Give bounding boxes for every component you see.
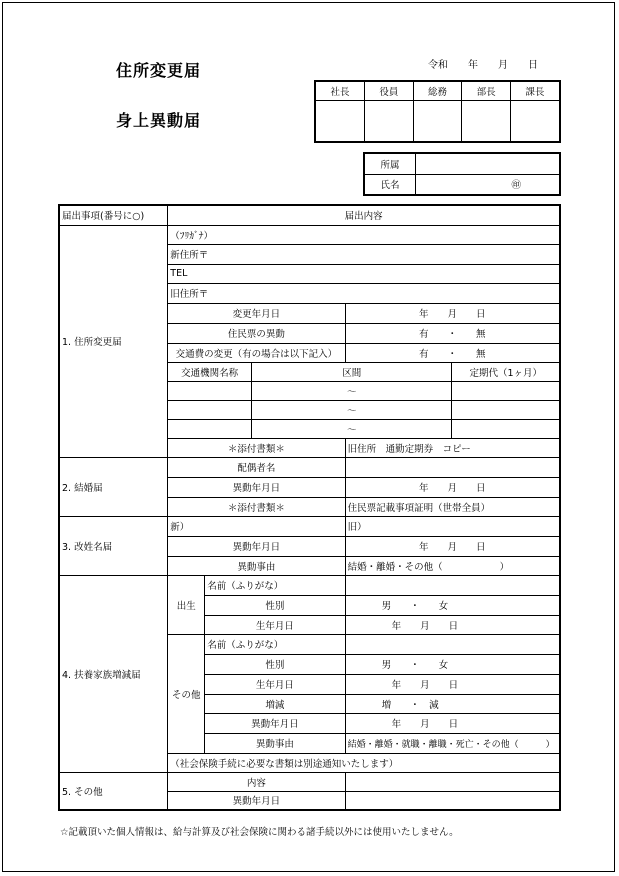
other-content-field[interactable]: [345, 772, 560, 791]
stamp-box[interactable]: [510, 100, 560, 142]
other-gender-choice[interactable]: 男 ・ 女: [345, 654, 560, 674]
spouse-name-field[interactable]: [345, 457, 560, 477]
name-label: 氏名: [364, 174, 416, 195]
sec3-label: 3. 改姓名届: [59, 516, 168, 575]
col-transport-name: 交通機関名称: [168, 362, 252, 381]
old-address-field[interactable]: 旧住所〒: [168, 283, 560, 303]
birth-gender-label: 性別: [205, 595, 345, 615]
approval-header: 課長: [510, 81, 560, 100]
dependent-change-date-field[interactable]: 年 月 日: [345, 713, 560, 733]
birth-label: 出生: [168, 575, 205, 634]
dependent-change-date-label: 異動年月日: [205, 713, 345, 733]
seal-mark: ㊞: [511, 180, 521, 192]
change-date-field[interactable]: 年 月 日: [345, 303, 560, 323]
title-address-change: 住所変更届: [116, 61, 202, 80]
other-dob-label: 生年月日: [205, 674, 345, 694]
name-change-date-field[interactable]: 年 月 日: [345, 536, 560, 556]
new-name-field[interactable]: 新）: [168, 516, 345, 536]
incdec-choice[interactable]: 増 ・ 減: [345, 694, 560, 713]
birth-dob-label: 生年月日: [205, 615, 345, 634]
other-gender-label: 性別: [205, 654, 345, 674]
name-change-reason-label: 異動事由: [168, 556, 345, 575]
col-pass-fee: 定期代（1ヶ月）: [452, 362, 560, 381]
attach-label: ＊添付書類＊: [168, 438, 345, 457]
furigana-field[interactable]: （ﾌﾘｶﾞﾅ）: [168, 225, 560, 244]
attach-value: 旧住所 通勤定期券 コピー: [345, 438, 560, 457]
sec1-label: 1. 住所変更届: [59, 225, 168, 457]
section-cell[interactable]: 〜: [252, 400, 452, 419]
stamp-box[interactable]: [462, 100, 511, 142]
name-field[interactable]: [416, 174, 561, 195]
transport-change-choice[interactable]: 有 ・ 無: [345, 343, 560, 362]
resident-change-label: 住民票の異動: [168, 323, 345, 343]
section-cell[interactable]: 〜: [252, 381, 452, 400]
approval-header: 役員: [365, 81, 414, 100]
sec2-label: 2. 結婚届: [59, 457, 168, 516]
dept-field[interactable]: [416, 153, 561, 174]
stamp-box[interactable]: [315, 100, 365, 142]
pass-fee-cell[interactable]: [452, 400, 560, 419]
resident-change-choice[interactable]: 有 ・ 無: [345, 323, 560, 343]
approval-header: 社長: [315, 81, 365, 100]
pass-fee-cell[interactable]: [452, 419, 560, 438]
old-name-field[interactable]: 旧）: [345, 516, 560, 536]
approval-header: 部長: [462, 81, 511, 100]
new-address-field[interactable]: 新住所〒: [168, 244, 560, 264]
name-change-date-label: 異動年月日: [168, 536, 345, 556]
social-insurance-note: （社会保険手続に必要な書類は別途通知いたします）: [168, 753, 560, 772]
approval-table: [314, 80, 561, 143]
dependent-reason-choice[interactable]: 結婚・離婚・就職・離職・死亡・その他（ ）: [345, 733, 560, 753]
header-content: 届出内容: [168, 205, 560, 225]
change-date-label: 変更年月日: [168, 303, 345, 323]
stamp-box[interactable]: [365, 100, 414, 142]
birth-gender-choice[interactable]: 男 ・ 女: [345, 595, 560, 615]
header-items: 届出事項(番号に○): [59, 205, 168, 225]
stamp-box[interactable]: [413, 100, 462, 142]
name-change-reason-choice[interactable]: 結婚・離婚・その他（ ）: [345, 556, 560, 575]
pass-fee-cell[interactable]: [452, 381, 560, 400]
incdec-label: 増減: [205, 694, 345, 713]
other-date-label: 異動年月日: [168, 791, 345, 810]
spouse-name-label: 配偶者名: [168, 457, 345, 477]
other-label: その他: [168, 634, 205, 753]
date-field[interactable]: 令和 年 月 日: [428, 60, 538, 71]
col-section: 区間: [252, 362, 452, 381]
transport-name-cell[interactable]: [168, 400, 252, 419]
transport-change-label: 交通費の変更（有の場合は以下記入）: [168, 343, 345, 362]
other-content-label: 内容: [168, 772, 345, 791]
section-cell[interactable]: 〜: [252, 419, 452, 438]
dependent-reason-label: 異動事由: [205, 733, 345, 753]
other-dob-field[interactable]: 年 月 日: [345, 674, 560, 694]
privacy-note: ☆記載頂いた個人情報は、給与計算及び社会保険に関わる諸手続以外には使用いたしません。: [60, 827, 459, 838]
attach-value: 住民票記載事項証明（世帯全員）: [345, 497, 560, 516]
dept-name-table: [363, 152, 561, 196]
dept-label: 所属: [364, 153, 416, 174]
title-personal-change: 身上異動届: [116, 111, 202, 130]
birth-name-label: 名前（ふりがな）: [205, 575, 345, 595]
sec5-label: 5. その他: [59, 772, 168, 810]
transport-name-cell[interactable]: [168, 419, 252, 438]
other-date-field[interactable]: [345, 791, 560, 810]
birth-name-field[interactable]: [345, 575, 560, 595]
main-form-table: [58, 204, 561, 811]
other-name-label: 名前（ふりがな）: [205, 634, 345, 654]
attach-label: ＊添付書類＊: [168, 497, 345, 516]
approval-header: 総務: [413, 81, 462, 100]
sec4-label: 4. 扶養家族増減届: [59, 575, 168, 772]
transport-name-cell[interactable]: [168, 381, 252, 400]
birth-dob-field[interactable]: 年 月 日: [345, 615, 560, 634]
marriage-date-field[interactable]: 年 月 日: [345, 477, 560, 497]
other-name-field[interactable]: [345, 634, 560, 654]
tel-field[interactable]: TEL: [168, 264, 560, 283]
marriage-date-label: 異動年月日: [168, 477, 345, 497]
